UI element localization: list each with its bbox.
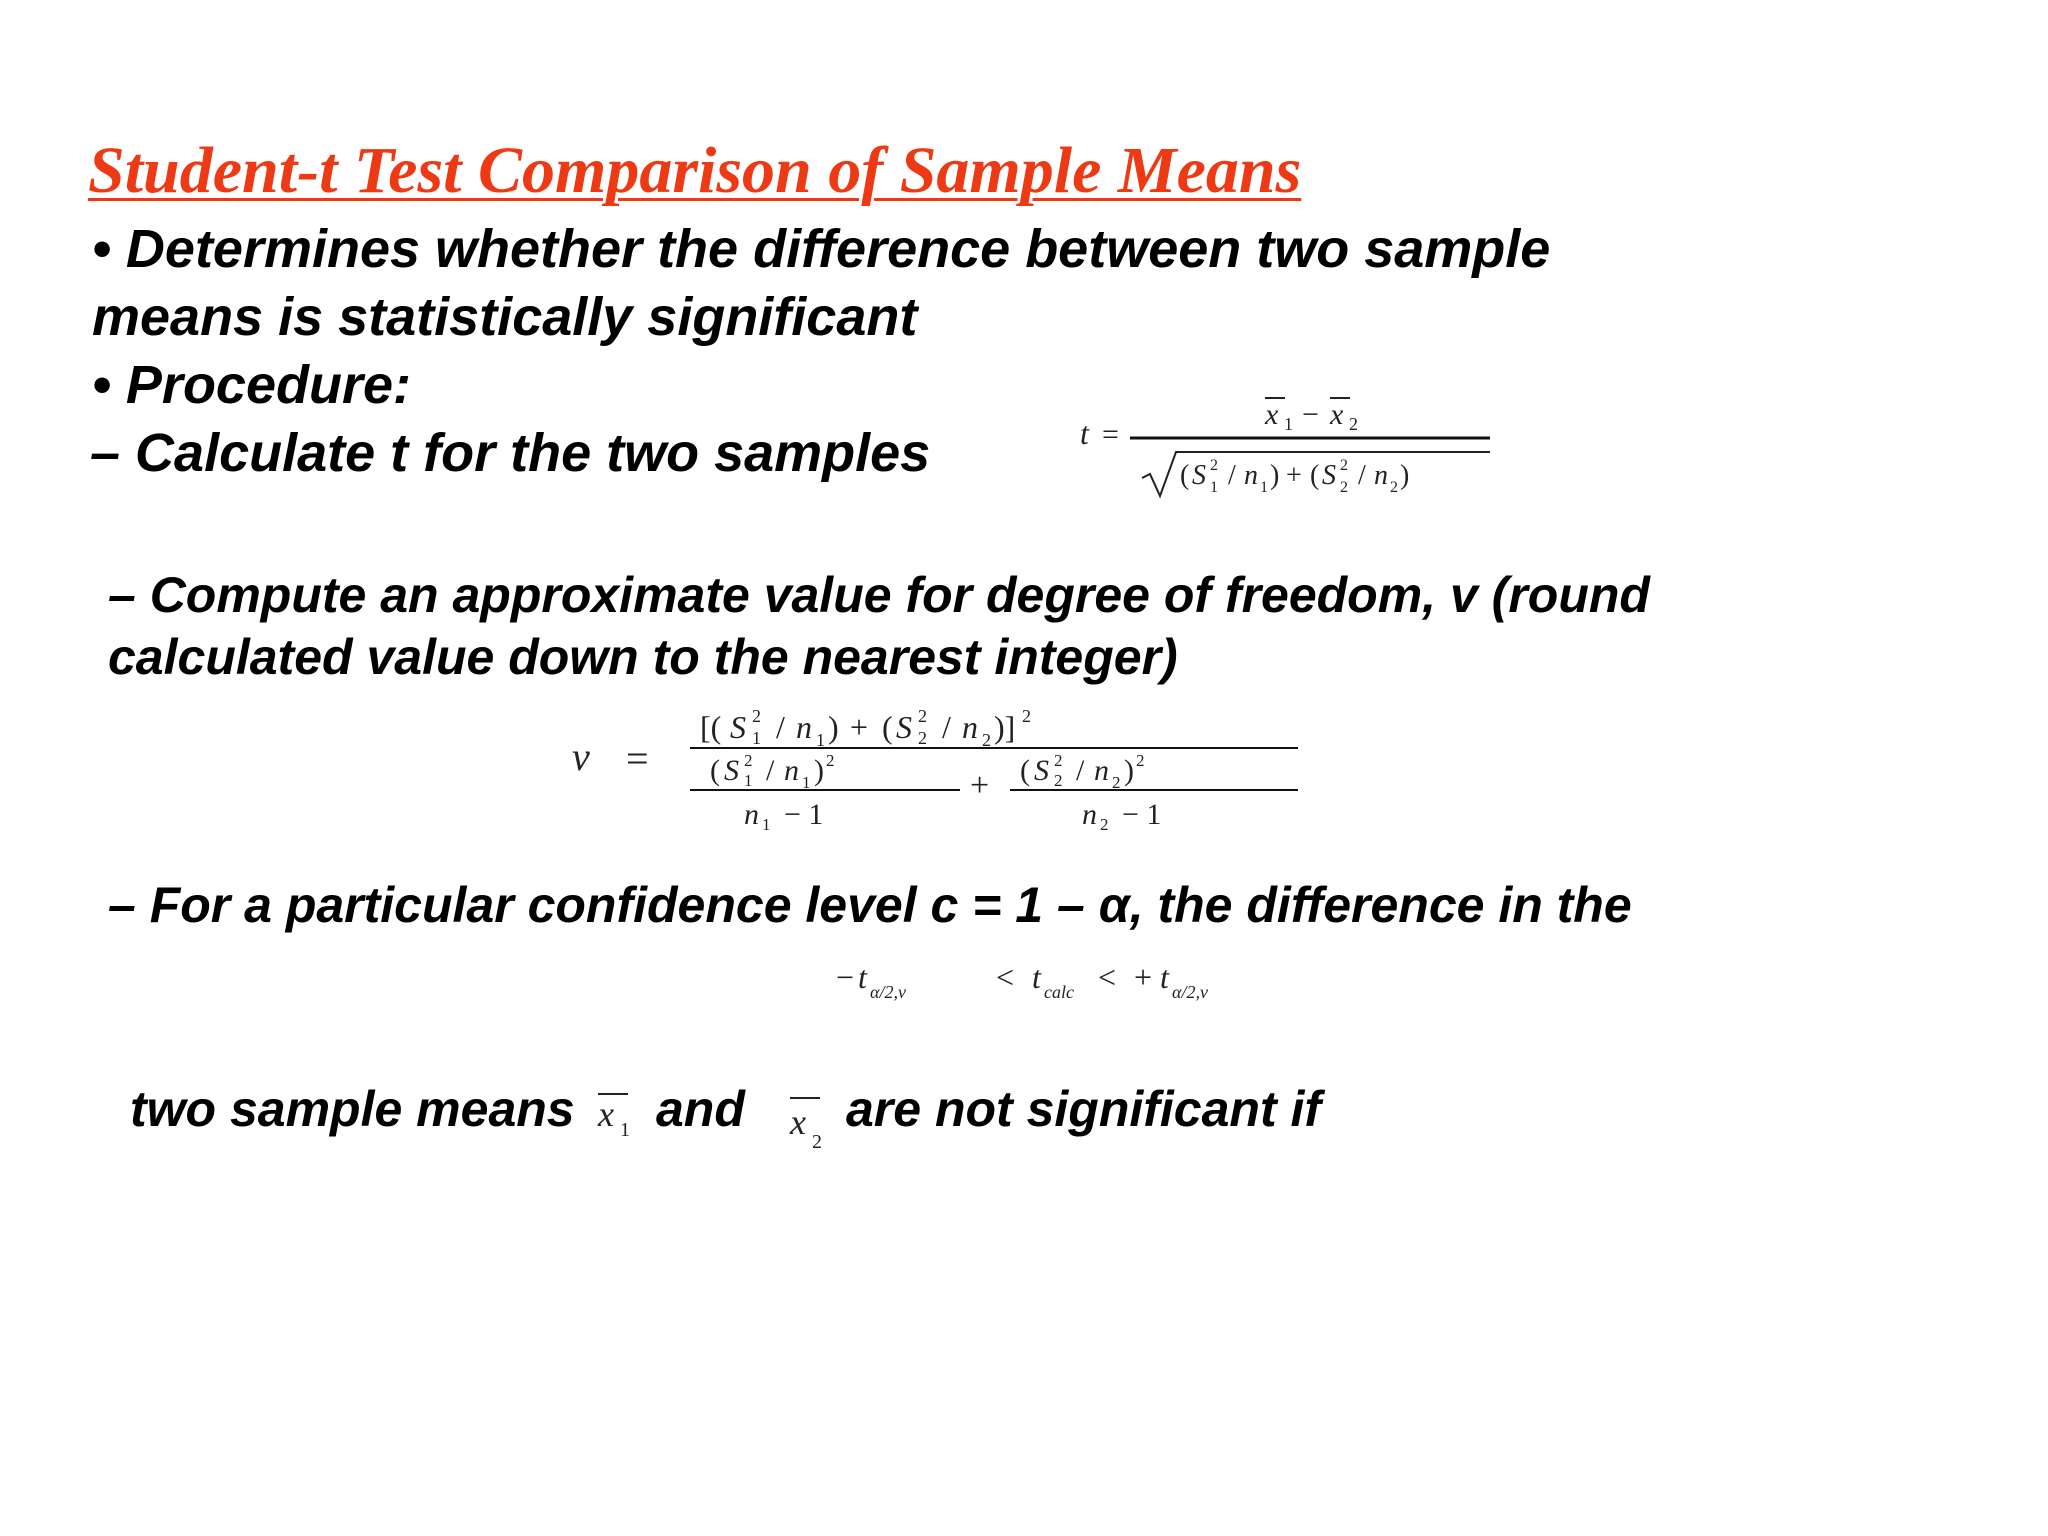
final-line-part1: two sample means — [130, 1081, 575, 1137]
svg-text:S: S — [1034, 754, 1049, 787]
svg-text:S: S — [724, 754, 739, 787]
svg-text:): ) — [1400, 460, 1410, 491]
svg-text:1: 1 — [802, 773, 811, 792]
svg-text:/: / — [776, 709, 785, 745]
bullet-determines-line1: • Determines whether the difference between two sample — [92, 219, 1551, 279]
svg-text:2: 2 — [982, 730, 991, 750]
svg-text:calc: calc — [1044, 982, 1074, 1002]
step-confidence-level: – For a particular confidence level c = 1 – α, the difference in the — [108, 877, 1632, 933]
svg-text:/: / — [1358, 460, 1366, 491]
svg-text:2: 2 — [1100, 815, 1109, 834]
svg-text:t: t — [1160, 959, 1169, 995]
svg-text:): ) — [814, 754, 824, 787]
svg-text:1: 1 — [752, 728, 761, 748]
svg-text:): ) — [828, 709, 839, 745]
svg-text:− 1: − 1 — [784, 798, 824, 831]
svg-text:=: = — [626, 736, 649, 781]
bullet-determines-line2: means is statistically significant — [92, 287, 918, 347]
svg-text:1: 1 — [620, 1119, 630, 1141]
svg-text:x: x — [1330, 398, 1344, 431]
svg-text:S: S — [730, 709, 746, 745]
degrees-of-freedom-formula — [570, 700, 1310, 840]
svg-text:ν: ν — [572, 734, 590, 779]
svg-text:2: 2 — [812, 1131, 822, 1153]
svg-text:/: / — [1228, 460, 1236, 491]
svg-text:t: t — [858, 959, 867, 995]
svg-text:2: 2 — [1054, 771, 1063, 790]
svg-text:(: ( — [1180, 460, 1190, 491]
svg-text:): ) — [1270, 460, 1280, 491]
svg-text:−: − — [1302, 398, 1319, 431]
svg-text:2: 2 — [752, 706, 761, 726]
svg-text:2: 2 — [1136, 751, 1145, 770]
svg-text:2: 2 — [1210, 457, 1218, 474]
svg-text:1: 1 — [762, 815, 771, 834]
slide-title: Student-t Test Comparison of Sample Means — [88, 134, 1302, 207]
svg-text:(: ( — [1020, 754, 1030, 787]
svg-text:n: n — [962, 709, 978, 745]
svg-text:(: ( — [882, 709, 893, 745]
svg-text:1: 1 — [744, 771, 753, 790]
svg-text:2: 2 — [1112, 773, 1121, 792]
svg-text:): ) — [1124, 754, 1134, 787]
svg-text:n: n — [1374, 460, 1388, 491]
significance-range-formula — [836, 952, 1306, 1012]
svg-text:1: 1 — [1284, 414, 1293, 434]
svg-text:+: + — [850, 709, 869, 745]
svg-text:2: 2 — [1349, 414, 1358, 434]
step-degrees-of-freedom-line1: – Compute an approximate value for degree of freedom, v (round — [108, 567, 1650, 623]
final-line-part2: and — [656, 1081, 745, 1137]
final-line-part3: are not significant if — [846, 1081, 1322, 1137]
svg-text:S: S — [896, 709, 912, 745]
svg-text:n: n — [744, 798, 759, 831]
svg-text:+: + — [1286, 460, 1302, 491]
svg-text:/: / — [1076, 754, 1085, 787]
svg-text:α/2,ν: α/2,ν — [1172, 982, 1208, 1002]
svg-text:<: < — [1098, 959, 1117, 995]
svg-text:t: t — [1080, 415, 1089, 451]
svg-text:<: < — [996, 959, 1015, 995]
svg-text:+: + — [1134, 959, 1153, 995]
svg-text:n: n — [1094, 754, 1109, 787]
svg-text:2: 2 — [744, 751, 753, 770]
svg-text:1: 1 — [1260, 479, 1268, 496]
bullet-procedure: • Procedure: — [92, 355, 411, 415]
t-statistic-formula — [1080, 386, 1500, 506]
svg-text:/: / — [766, 754, 775, 787]
x2-bar-symbol — [786, 1084, 836, 1160]
svg-text:[(: [( — [700, 709, 722, 745]
svg-text:1: 1 — [816, 730, 825, 750]
svg-text:x: x — [1265, 398, 1279, 431]
step-calculate-t: – Calculate t for the two samples — [90, 423, 931, 483]
svg-text:/: / — [942, 709, 951, 745]
svg-text:n: n — [784, 754, 799, 787]
svg-text:t: t — [1032, 959, 1041, 995]
svg-text:2: 2 — [1054, 751, 1063, 770]
svg-text:− 1: − 1 — [1122, 798, 1162, 831]
svg-text:−: − — [836, 959, 855, 995]
svg-text:S: S — [1192, 460, 1206, 491]
svg-text:n: n — [796, 709, 812, 745]
svg-text:2: 2 — [1340, 479, 1348, 496]
x1-bar-symbol — [594, 1080, 644, 1150]
svg-text:2: 2 — [1340, 457, 1348, 474]
svg-text:1: 1 — [1210, 479, 1218, 496]
svg-text:2: 2 — [1390, 479, 1398, 496]
svg-text:(: ( — [1310, 460, 1320, 491]
step-degrees-of-freedom-line2: calculated value down to the nearest integer) — [108, 629, 1178, 685]
svg-text:2: 2 — [918, 706, 927, 726]
svg-text:x: x — [790, 1102, 806, 1142]
svg-text:n: n — [1244, 460, 1258, 491]
svg-text:α/2,ν: α/2,ν — [870, 982, 906, 1002]
svg-text:S: S — [1322, 460, 1336, 491]
svg-text:2: 2 — [1022, 706, 1031, 726]
svg-text:2: 2 — [826, 751, 835, 770]
svg-text:2: 2 — [918, 728, 927, 748]
svg-text:n: n — [1082, 798, 1097, 831]
svg-text:+: + — [970, 767, 990, 804]
svg-text:=: = — [1102, 418, 1119, 451]
svg-text:)]: )] — [994, 709, 1016, 745]
svg-text:(: ( — [710, 754, 720, 787]
svg-text:x: x — [598, 1094, 614, 1134]
